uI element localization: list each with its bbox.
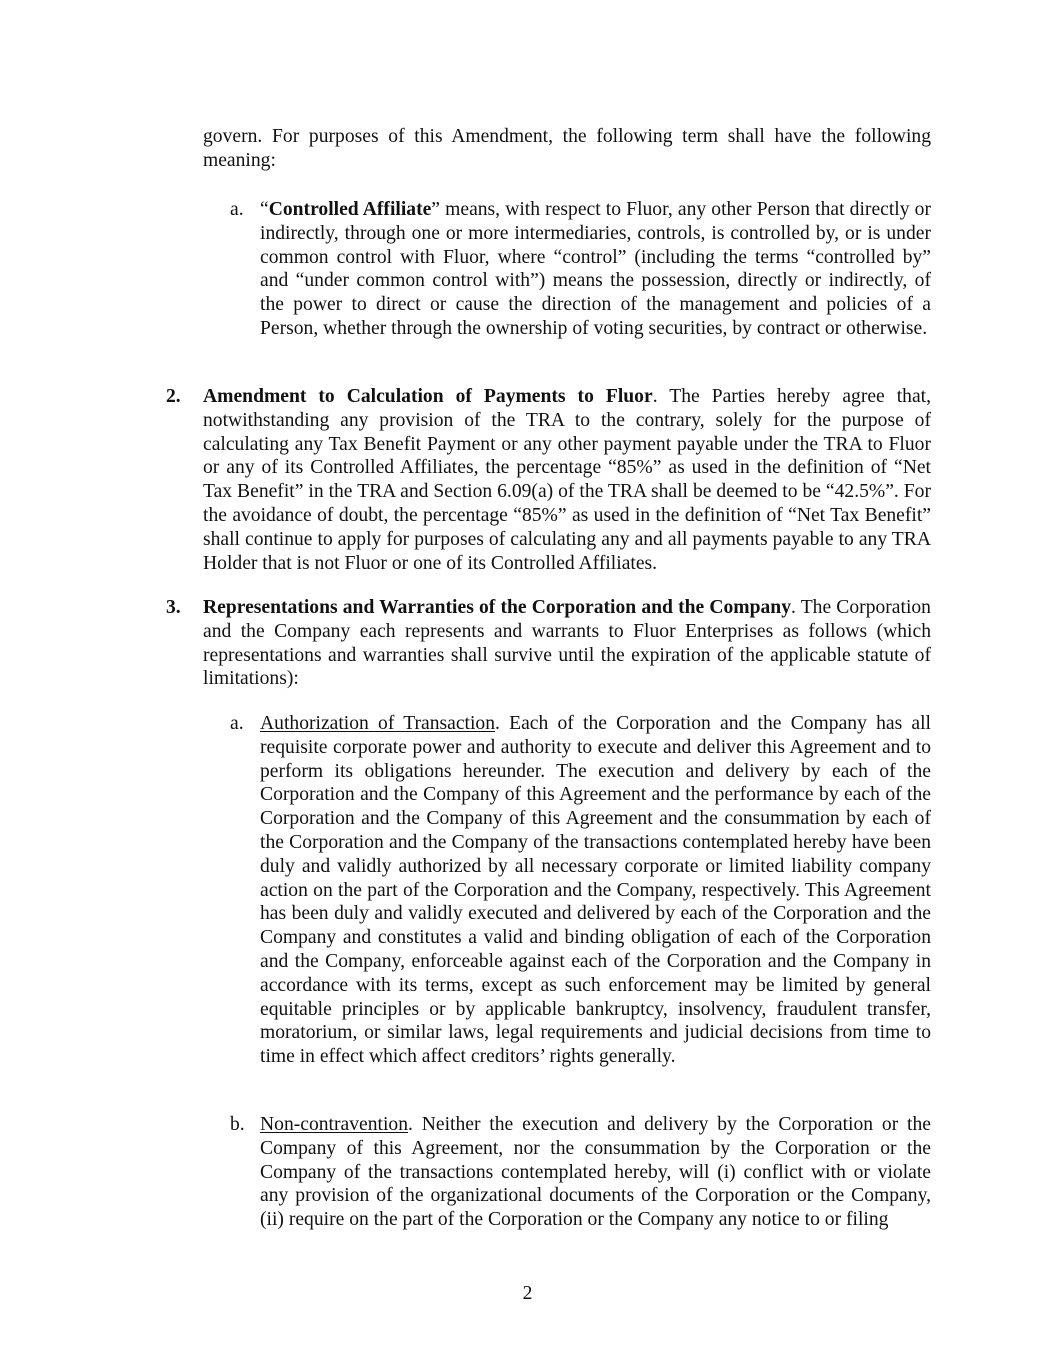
section-heading: Representations and Warranties of the Corporation and the Company bbox=[203, 597, 791, 618]
intro-paragraph bbox=[203, 125, 931, 173]
section-number: 2. bbox=[166, 386, 181, 407]
definition-controlled-affiliate bbox=[260, 198, 931, 341]
definition-text: ” means, with respect to Fluor, any other Person that directly or indirectly, through one or more intermediaries, controls, is controlled by, or is under common control with Fluor, where “control” (including the terms “controlled by” and “under common control with”) means the possession, directly or indirectly, of the power to direct or cause the direction of the management and policies of a Person, whether through the ownership of voting securities, by contract or otherwise. bbox=[260, 199, 931, 339]
definition-open-quote: “ bbox=[260, 199, 269, 220]
section-2-paragraph bbox=[203, 385, 931, 575]
subsection-label: a. bbox=[230, 713, 244, 734]
subsection-text: . Each of the Corporation and the Company has all requisite corporate power and authority to execute and deliver this Agreement and to perform its obligations hereunder. The execution and delivery by each of the Corporation and the Company of this Agreement and the performance by each of the Corporation and the Company of this Agreement and the consummation by each of the Corporation and the Company of the transactions contemplated hereby have been duly and validly authorized by all necessary corporate or limited liability company action on the part of the Corporation and the Company, respectively. This Agreement has been duly and validly executed and delivered by each of the Corporation and the Company and constitutes a valid and binding obligation of each of the Corporation and the Company, enforceable against each of the Corporation and the Company in accordance with its terms, except as such enforcement may be limited by general equitable principles or by applicable bankruptcy, insolvency, fraudulent transfer, moratorium, or similar laws, legal requirements and judicial decisions from time to time in effect which affect creditors’ rights generally. bbox=[260, 713, 932, 1068]
section-text: . The Parties hereby agree that, notwithstanding any provision of the TRA to the contrary, solely for the purpose of calculating any Tax Benefit Payment or any other payment payable under the TRA to Fluor or any of its Controlled Affiliates, the percentage “85%” as used in the definition of “Net Tax Benefit” in the TRA and Section 6.09(a) of the TRA shall be deemed to be “42.5%”. For the avoidance of doubt, the percentage “85%” as used in the definition of “Net Tax Benefit” shall continue to apply for purposes of calculating any and all payments payable to any TRA Holder that is not Fluor or one of its Controlled Affiliates. bbox=[203, 386, 932, 574]
page-number: 2 bbox=[522, 1283, 533, 1304]
definition-term: Controlled Affiliate bbox=[268, 199, 432, 220]
subsection-non-contravention bbox=[260, 1113, 931, 1232]
section-heading: Amendment to Calculation of Payments to Fluor bbox=[203, 386, 653, 407]
subsection-title: Non-contravention bbox=[260, 1114, 408, 1135]
subsection-label: b. bbox=[230, 1114, 245, 1135]
section-3-paragraph bbox=[203, 596, 931, 691]
subsection-title: Authorization of Transaction bbox=[260, 713, 496, 734]
section-number: 3. bbox=[166, 597, 181, 618]
intro-text: govern. For purposes of this Amendment, the following term shall have the following meaning: bbox=[203, 126, 931, 171]
definition-label: a. bbox=[230, 199, 244, 220]
subsection-text: . Neither the execution and delivery by the Corporation or the Company of this Agreement, nor the consummation by the Corporation or the Company of the transactions contemplated hereby, will (i) conflict with or violate any provision of the organizational documents of the Corporation or the Company, (ii) require on the part of the Corporation or the Company any notice to or filing bbox=[260, 1114, 931, 1231]
subsection-authorization bbox=[260, 712, 931, 1069]
section-text: . The Corporation and the Company each represents and warrants to Fluor Enterprises as follows (which representations and warranties shall survive until the expiration of the applicable statute of limitations): bbox=[203, 597, 931, 690]
